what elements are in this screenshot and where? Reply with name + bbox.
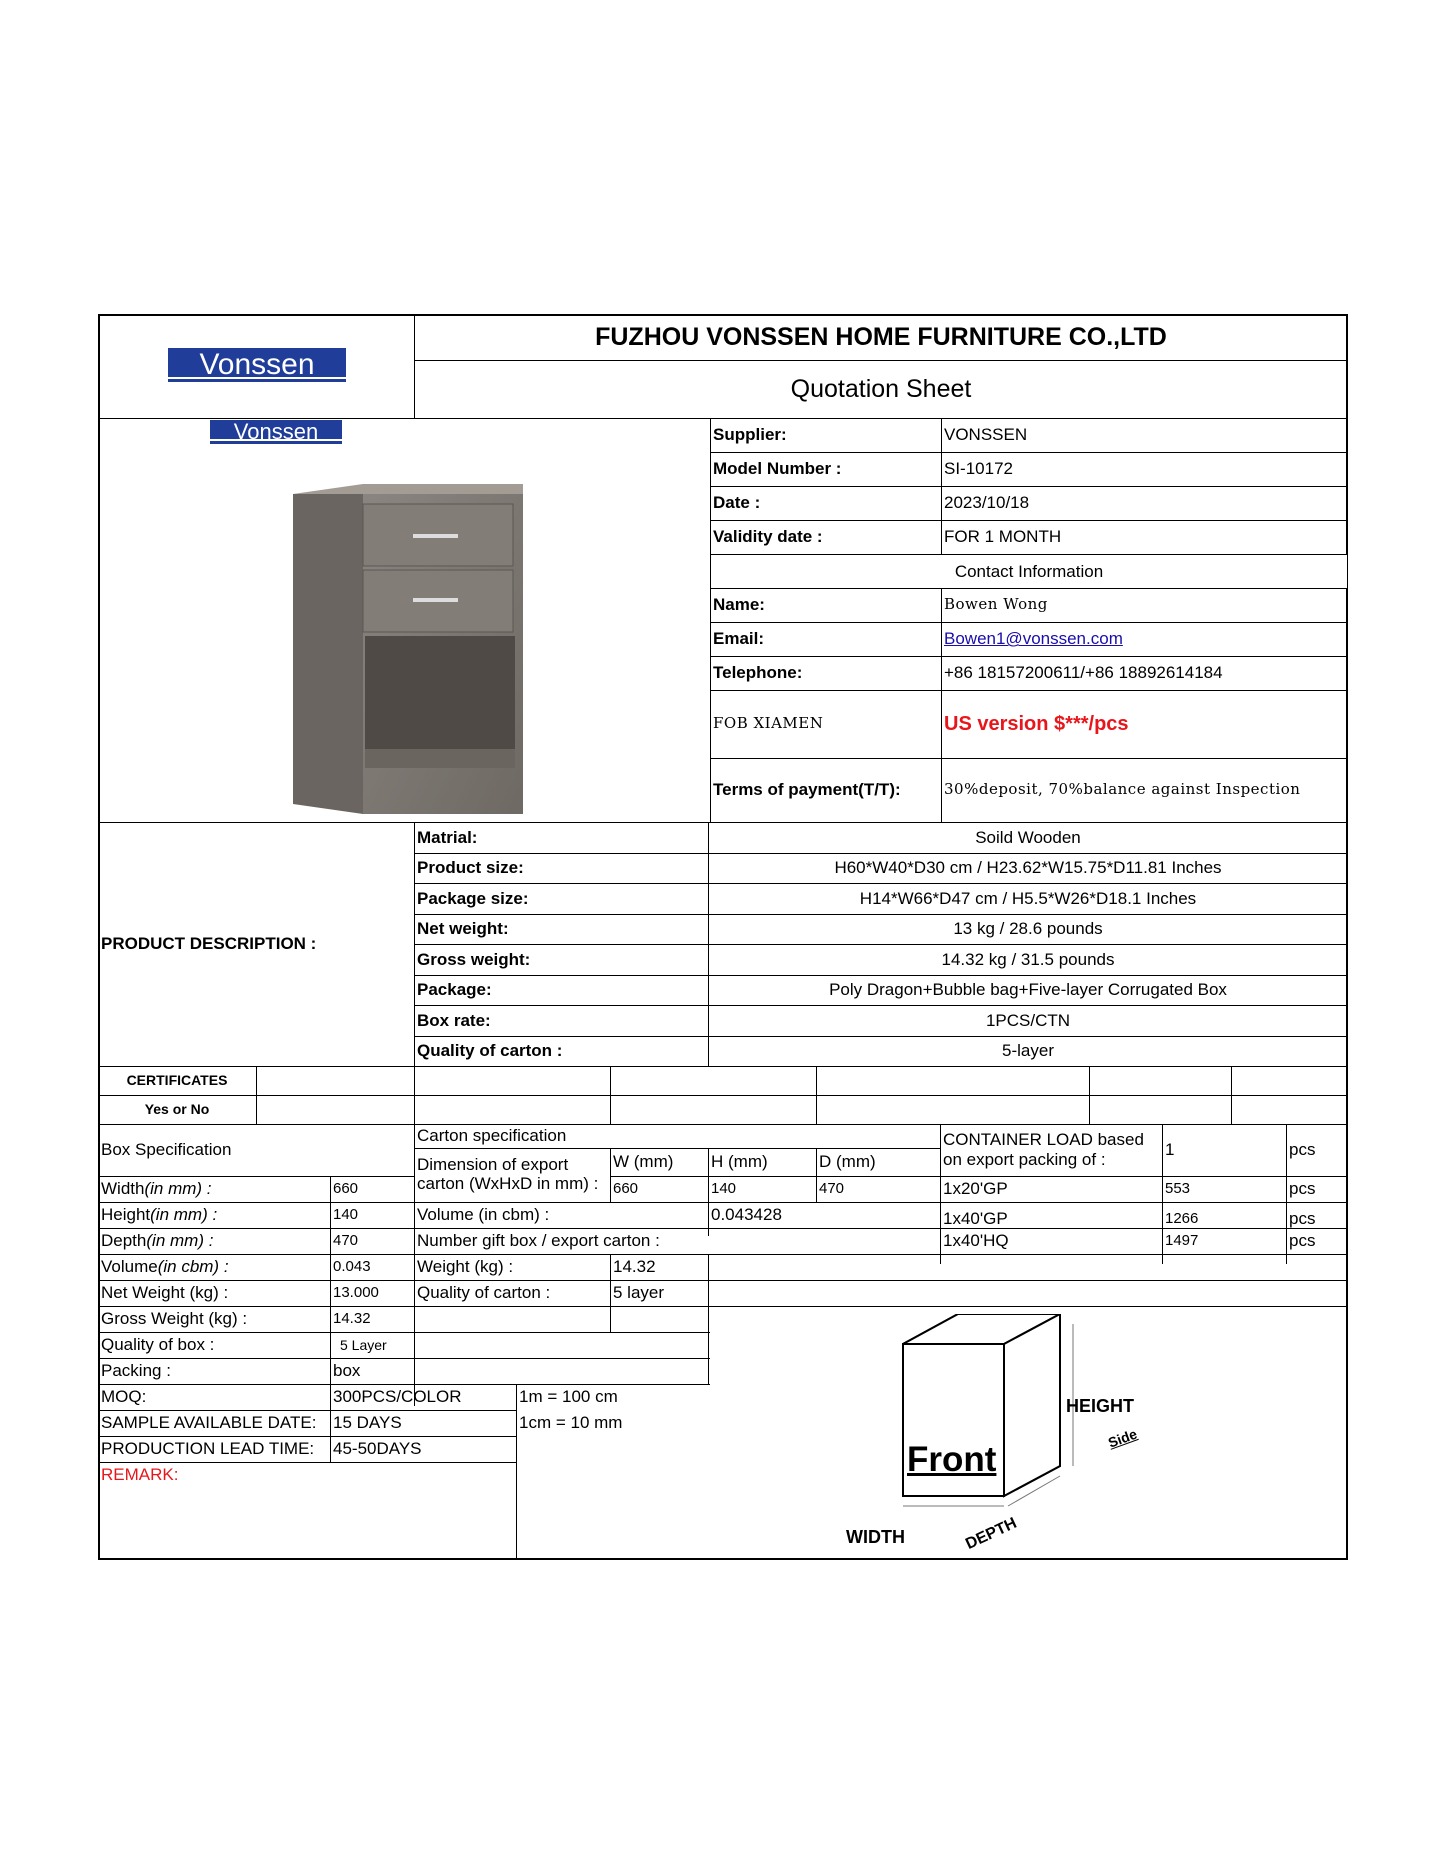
- carton-quality-label: Quality of carton :: [417, 1283, 551, 1303]
- terms-value: 30%deposit, 70%balance against Inspection: [944, 780, 1301, 799]
- product-spec-label: Gross weight:: [417, 949, 531, 969]
- gift-box-label: Number gift box / export carton :: [417, 1231, 660, 1251]
- carton-d-value: 470: [819, 1180, 845, 1198]
- carton-weight-value: 14.32: [613, 1257, 656, 1277]
- email-link[interactable]: Bowen1@vonssen.com: [944, 629, 1123, 649]
- price-value: US version $***/pcs: [944, 712, 1129, 735]
- nightstand-image: [293, 484, 523, 814]
- container-type: 1x40'GP: [943, 1209, 1008, 1229]
- sample-label: SAMPLE AVAILABLE DATE:: [101, 1413, 317, 1433]
- product-description-label: PRODUCT DESCRIPTION :: [101, 934, 317, 954]
- container-heading-line2: on export packing of :: [943, 1150, 1106, 1169]
- supplier-label: Supplier:: [713, 425, 787, 445]
- box-spec-heading: Box Specification: [101, 1140, 232, 1160]
- phone-value: +86 18157200611/+86 18892614184: [944, 663, 1223, 683]
- carton-dimension-label: [414, 1148, 610, 1202]
- cm-conversion: 1cm = 10 mm: [519, 1413, 623, 1433]
- container-type: 1x40'HQ: [943, 1231, 1009, 1251]
- carton-spec-heading: Carton specification: [417, 1126, 567, 1146]
- diagram-width-label: WIDTH: [846, 1526, 905, 1547]
- container-base-qty: 1: [1165, 1140, 1175, 1160]
- box-spec-value: 140: [333, 1206, 359, 1224]
- box-spec-label: Packing :: [101, 1361, 171, 1381]
- container-base-unit: pcs: [1289, 1140, 1316, 1160]
- carton-volume-value: 0.043428: [711, 1205, 782, 1225]
- diagram-front-label: Front: [907, 1440, 997, 1479]
- product-logo-text: Vonssen: [233, 419, 319, 444]
- carton-h-label: H (mm): [711, 1152, 768, 1172]
- contact-heading: Contact Information: [711, 555, 1347, 588]
- product-spec-value: H14*W66*D47 cm / H5.5*W26*D18.1 Inches: [859, 888, 1197, 908]
- diagram-side-label: Side: [1105, 1425, 1140, 1451]
- product-spec-value: 14.32 kg / 31.5 pounds: [941, 949, 1115, 969]
- moq-value: 300PCS/COLOR: [333, 1387, 462, 1407]
- box-spec-value: 13.000: [333, 1284, 379, 1302]
- box-spec-label: Height (in mm) :: [101, 1205, 218, 1225]
- name-value: Bowen Wong: [944, 595, 1048, 614]
- box-spec-value: 660: [333, 1180, 359, 1198]
- validity-label: Validity date :: [713, 527, 823, 547]
- product-spec-value: Soild Wooden: [975, 827, 1081, 847]
- container-qty: 553: [1165, 1180, 1191, 1198]
- lead-time-label: PRODUCTION LEAD TIME:: [101, 1439, 315, 1459]
- carton-h-value: 140: [711, 1180, 737, 1198]
- yes-no-label: Yes or No: [144, 1101, 210, 1118]
- product-spec-label: Package:: [417, 980, 492, 1000]
- container-unit: pcs: [1289, 1179, 1316, 1199]
- box-spec-label: Quality of box :: [101, 1335, 215, 1355]
- box-spec-label: Gross Weight (kg) :: [101, 1309, 248, 1329]
- diagram-height-label: HEIGHT: [1066, 1395, 1135, 1416]
- page-title: Quotation Sheet: [790, 374, 972, 403]
- box-spec-label: Volume (in cbm) :: [101, 1257, 229, 1277]
- box-spec-value: 0.043: [333, 1258, 371, 1276]
- header-logo: [168, 348, 346, 382]
- moq-label: MOQ:: [101, 1387, 147, 1407]
- carton-quality-value: 5 layer: [613, 1283, 665, 1303]
- carton-d-label: D (mm): [819, 1152, 876, 1172]
- validity-value: FOR 1 MONTH: [944, 527, 1062, 547]
- box-spec-value: 5 Layer: [340, 1336, 387, 1353]
- box-spec-label: Net Weight (kg) :: [101, 1283, 229, 1303]
- product-spec-value: 13 kg / 28.6 pounds: [953, 919, 1103, 939]
- product-spec-value: Poly Dragon+Bubble bag+Five-layer Corrugated Box: [829, 980, 1227, 1000]
- product-spec-label: Box rate:: [417, 1010, 491, 1030]
- product-spec-label: Matrial:: [417, 827, 478, 847]
- box-spec-label: Width (in mm) :: [101, 1179, 212, 1199]
- carton-w-value: 660: [613, 1180, 639, 1198]
- product-spec-label: Product size:: [417, 858, 524, 878]
- diagram-depth-label: DEPTH: [963, 1514, 1020, 1553]
- terms-label: Terms of payment(T/T):: [713, 780, 901, 800]
- carton-volume-label: Volume (in cbm) :: [417, 1205, 550, 1225]
- container-unit: pcs: [1289, 1209, 1316, 1229]
- sample-value: 15 DAYS: [333, 1413, 402, 1433]
- container-heading: [940, 1124, 1162, 1176]
- meter-conversion: 1m = 100 cm: [519, 1387, 618, 1407]
- box-spec-value: 14.32: [333, 1310, 371, 1328]
- name-label: Name:: [713, 595, 765, 615]
- product-logo: [210, 420, 342, 444]
- date-label: Date :: [713, 493, 761, 513]
- container-unit: pcs: [1289, 1231, 1316, 1251]
- carton-w-label: W (mm): [613, 1152, 674, 1172]
- container-qty: 1266: [1165, 1210, 1199, 1228]
- model-value: SI-10172: [944, 459, 1013, 479]
- carton-dimension-diagram: [798, 1314, 1318, 1554]
- container-type: 1x20'GP: [943, 1179, 1008, 1199]
- product-spec-value: 1PCS/CTN: [985, 1010, 1071, 1030]
- logo-text: Vonssen: [199, 348, 315, 381]
- product-spec-label: Quality of carton :: [417, 1041, 563, 1061]
- model-label: Model Number :: [713, 459, 842, 479]
- fob-label: FOB XIAMEN: [713, 714, 824, 733]
- company-name: FUZHOU VONSSEN HOME FURNITURE CO.,LTD: [595, 322, 1167, 351]
- product-spec-label: Net weight:: [417, 919, 509, 939]
- carton-dimension-text: Dimension of export carton (WxHxD in mm) :: [417, 1155, 599, 1193]
- box-spec-value: 470: [333, 1232, 359, 1250]
- product-spec-label: Package size:: [417, 888, 529, 908]
- remark-label: REMARK:: [101, 1465, 179, 1485]
- supplier-value: VONSSEN: [944, 425, 1028, 445]
- date-value: 2023/10/18: [944, 493, 1030, 513]
- carton-weight-label: Weight (kg) :: [417, 1257, 514, 1277]
- product-spec-value: H60*W40*D30 cm / H23.62*W15.75*D11.81 Inches: [834, 858, 1222, 878]
- container-qty: 1497: [1165, 1232, 1199, 1250]
- box-spec-label: Depth (in mm) :: [101, 1231, 214, 1251]
- product-spec-value: 5-layer: [1002, 1041, 1054, 1061]
- phone-label: Telephone:: [713, 663, 803, 683]
- box-spec-value: box: [333, 1361, 361, 1381]
- quotation-sheet: [98, 314, 1348, 1560]
- container-heading-line1: CONTAINER LOAD based: [943, 1130, 1144, 1150]
- lead-time-value: 45-50DAYS: [333, 1439, 422, 1459]
- certificates-label: CERTIFICATES: [126, 1072, 228, 1089]
- email-label: Email:: [713, 629, 765, 649]
